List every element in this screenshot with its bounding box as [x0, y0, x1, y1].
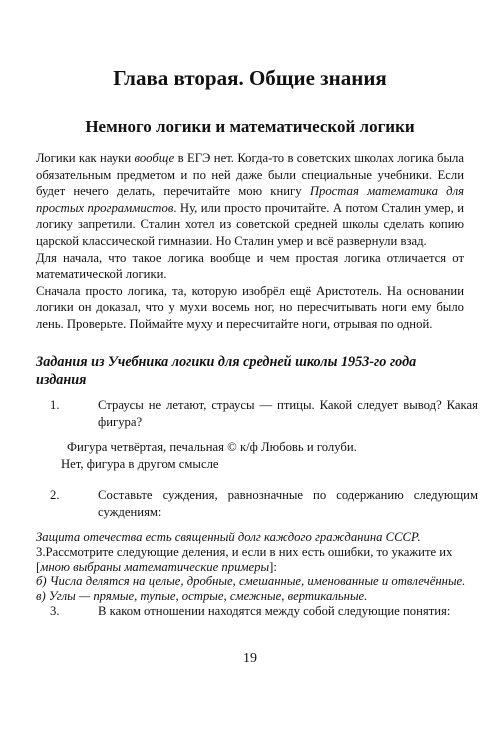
- question-2: [50, 487, 480, 527]
- paragraph-2: Для начала, что такое логика вообще и чем простая логика отличается от математической логики.: [36, 250, 464, 282]
- paragraph-1: Логики как науки вообще в ЕГЭ нет. Когда-то в советских школах логика была обязательным предметом и по ней даже были специальные учебники. Если будет нечего делать, перечитайте мою книгу Простая математика для простых программистов. Ну, или просто прочитайте. А потом Сталин умер, и логику запретили. Сталин хотел из советской средней школы сделать копию царской классической гимназии. Но Сталин умер и всё развернули взад.: [36, 151, 464, 248]
- question-number: 3.: [50, 604, 60, 618]
- page-number: 19: [243, 651, 257, 666]
- question-3-instruction: 3.Рассмотрите следующие деления, и если в них есть ошибки, то укажите их [мною выбраны математические примеры]:: [36, 544, 453, 574]
- answer-line-1: Фигура четвёртая, печальная © к/ф Любовь и голуби.: [67, 440, 357, 454]
- question-text: Составьте суждения, равнозначные по содержанию следующим суждениям:: [98, 488, 478, 519]
- question-number: 2.: [50, 488, 60, 502]
- example-b: б) Числа делятся на целые, дробные, смешанные, именованные и отвлечённые.: [36, 574, 466, 589]
- section-title: Немного логики и математической логики: [85, 117, 415, 136]
- task-examples: [36, 530, 466, 604]
- tasks-heading: Задания из Учебника логики для средней школы 1953-го года издания: [36, 354, 417, 388]
- body-text: [36, 150, 464, 333]
- question-text: Страусы не летают, страусы — птицы. Какой следует вывод? Какая фигура?: [98, 398, 478, 429]
- chapter-title: Глава вторая. Общие знания: [113, 66, 387, 90]
- example-c: в) Углы — прямые, тупые, острые, смежные, вертикальные.: [36, 589, 368, 604]
- question-text: В каком отношении находятся между собой следующие понятия:: [98, 604, 451, 618]
- question-number: 1.: [50, 398, 60, 412]
- example-sentence: Защита отечества есть священный долг каждого гражданина СССР.: [36, 530, 421, 544]
- paragraph-3: Сначала просто логика, та, которую изобрёл ещё Аристотель. На основании логики он доказал, что у мухи восемь ног, но пересчитывать ноги ему было лень. Проверьте. Поймайте муху и пересчитайте ноги, отрывая по одной.: [36, 283, 464, 331]
- book-title-reference: Простая математика для простых программистов: [36, 184, 464, 215]
- answer-line-2: Нет, фигура в другом смысле: [61, 457, 219, 471]
- question-1: [50, 397, 480, 437]
